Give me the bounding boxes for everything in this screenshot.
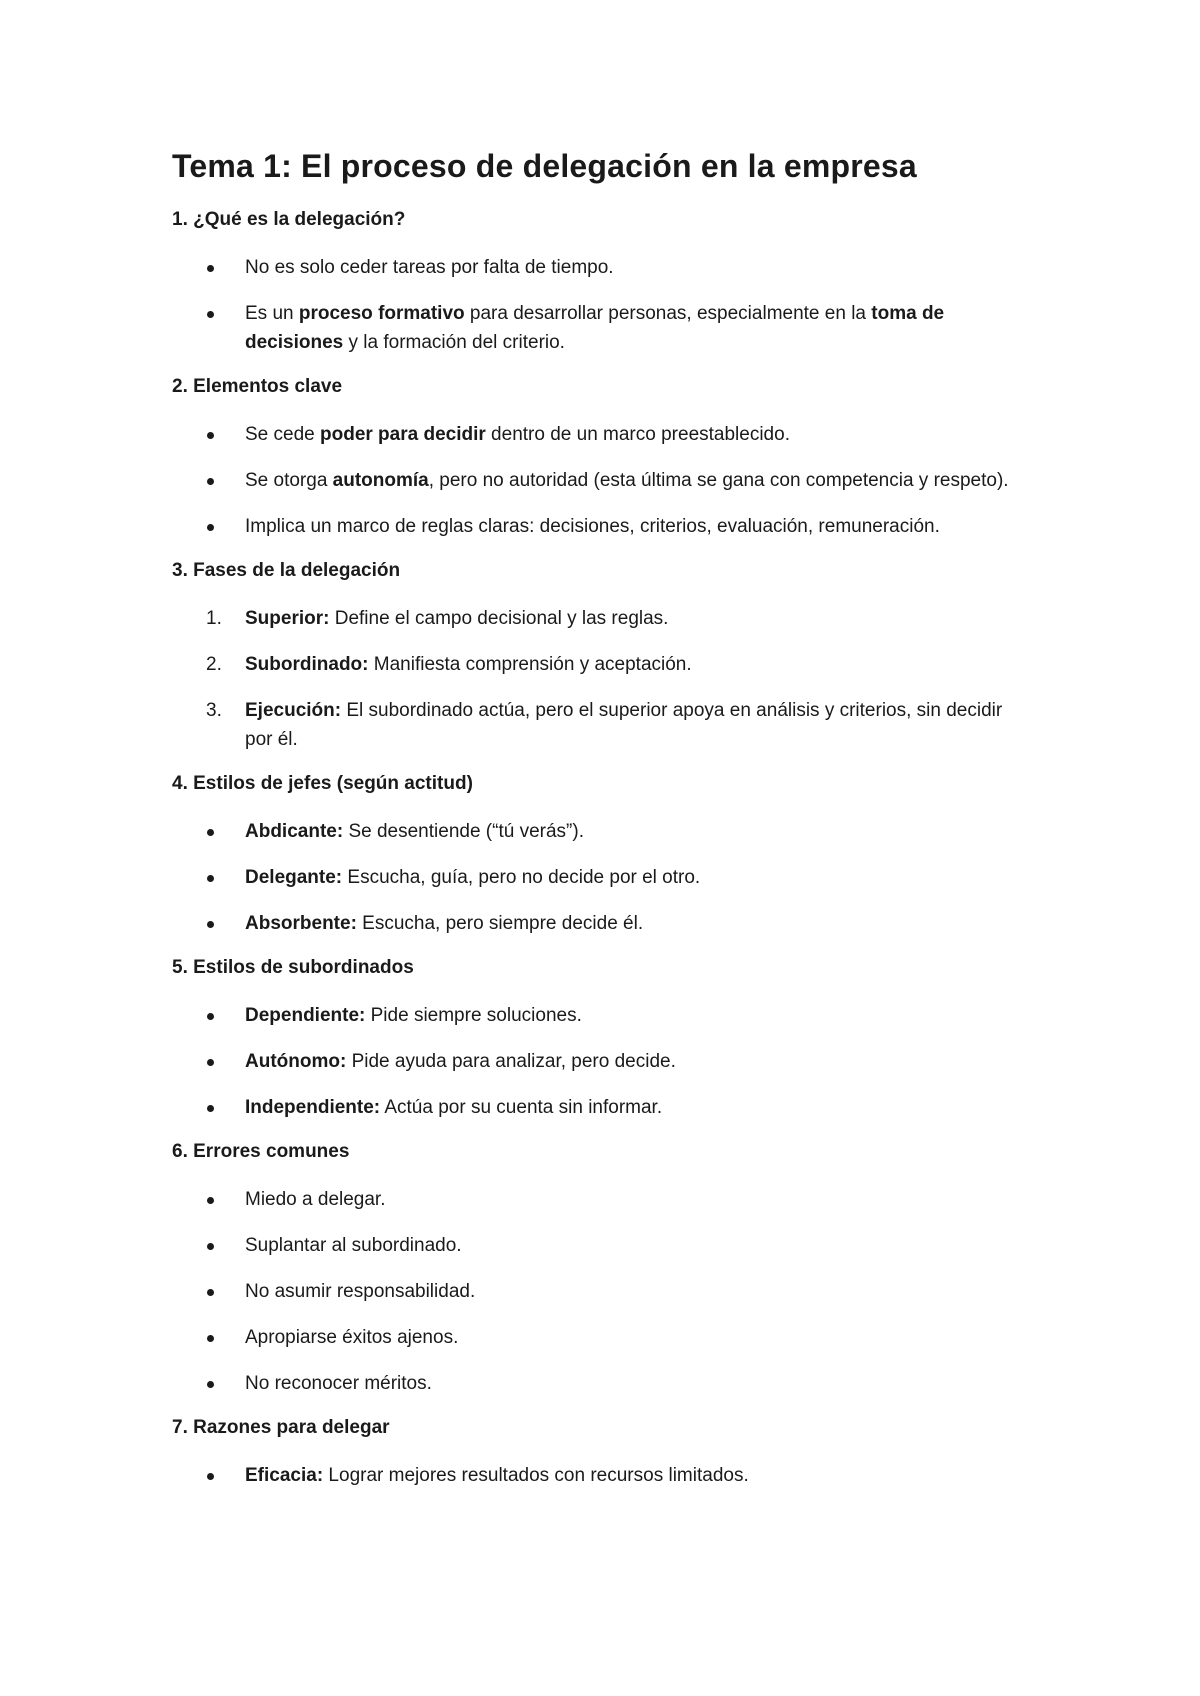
section-heading: 6. Errores comunes bbox=[172, 1141, 350, 1162]
list-item bbox=[172, 650, 1030, 696]
text-run: Pide siempre soluciones. bbox=[365, 1005, 582, 1026]
list-item bbox=[172, 1323, 1030, 1369]
bold-text: Dependiente: bbox=[245, 1005, 366, 1026]
text-run: Implica un marco de reglas claras: decisiones, criterios, evaluación, remuneración. bbox=[245, 516, 940, 537]
bullet-list bbox=[172, 1461, 1030, 1507]
list-item bbox=[172, 512, 1030, 558]
text-run: Apropiarse éxitos ajenos. bbox=[245, 1327, 459, 1348]
list-item bbox=[172, 1231, 1030, 1277]
list-item bbox=[172, 604, 1030, 650]
text-run: No asumir responsabilidad. bbox=[245, 1281, 476, 1302]
list-item bbox=[172, 1093, 1030, 1139]
bullet-icon bbox=[207, 1013, 214, 1020]
list-item bbox=[172, 817, 1030, 863]
text-run: Miedo a delegar. bbox=[245, 1189, 386, 1210]
bullet-icon bbox=[207, 1381, 214, 1388]
bullet-icon bbox=[207, 1335, 214, 1342]
list-item bbox=[172, 1047, 1030, 1093]
section-heading: 1. ¿Qué es la delegación? bbox=[172, 209, 406, 230]
list-item bbox=[172, 909, 1030, 955]
bullet-list bbox=[172, 420, 1030, 558]
text-run: Se desentiende (“tú verás”). bbox=[343, 821, 584, 842]
bullet-icon bbox=[207, 1243, 214, 1250]
bullet-icon bbox=[207, 1197, 214, 1204]
bold-text: toma de decisiones bbox=[245, 303, 945, 353]
bullet-icon bbox=[207, 265, 214, 272]
list-item bbox=[172, 1001, 1030, 1047]
bold-text: poder para decidir bbox=[320, 424, 486, 445]
text-run: Lograr mejores resultados con recursos limitados. bbox=[323, 1465, 749, 1486]
list-item bbox=[172, 253, 1030, 299]
bold-text: Autónomo: bbox=[245, 1051, 347, 1072]
bold-text: Subordinado: bbox=[245, 654, 369, 675]
text-run: para desarrollar personas, especialmente en la bbox=[464, 303, 872, 324]
bullet-icon bbox=[207, 1289, 214, 1296]
list-item bbox=[172, 1277, 1030, 1323]
bullet-icon bbox=[207, 1105, 214, 1112]
step-number: 2. bbox=[206, 654, 222, 675]
bullet-icon bbox=[207, 921, 214, 928]
bullet-list bbox=[172, 1001, 1030, 1139]
text-run: No es solo ceder tareas por falta de tiempo. bbox=[245, 257, 614, 278]
text-run: Actúa por su cuenta sin informar. bbox=[380, 1097, 663, 1118]
list-item bbox=[172, 863, 1030, 909]
bullet-icon bbox=[207, 875, 214, 882]
bullet-list bbox=[172, 817, 1030, 955]
bullet-icon bbox=[207, 829, 214, 836]
text-run: Suplantar al subordinado. bbox=[245, 1235, 462, 1256]
text-run: y la formación del criterio. bbox=[343, 332, 565, 353]
bullet-icon bbox=[207, 478, 214, 485]
bold-text: autonomía bbox=[332, 470, 429, 491]
section-heading: 5. Estilos de subordinados bbox=[172, 957, 414, 978]
bullet-icon bbox=[207, 311, 214, 318]
bold-text: Superior: bbox=[245, 608, 330, 629]
bold-text: Eficacia: bbox=[245, 1465, 324, 1486]
bold-text: Delegante: bbox=[245, 867, 343, 888]
list-item bbox=[172, 420, 1030, 466]
text-run: No reconocer méritos. bbox=[245, 1373, 432, 1394]
section-heading: 7. Razones para delegar bbox=[172, 1417, 390, 1438]
list-item bbox=[172, 1185, 1030, 1231]
text-run: Escucha, pero siempre decide él. bbox=[356, 913, 644, 934]
text-run: Escucha, guía, pero no decide por el otro. bbox=[342, 867, 701, 888]
bullet-list bbox=[172, 253, 1030, 374]
bullet-icon bbox=[207, 524, 214, 531]
text-run: Manifiesta comprensión y aceptación. bbox=[368, 654, 692, 675]
bullet-icon bbox=[207, 1059, 214, 1066]
bold-text: Ejecución: bbox=[245, 700, 342, 721]
bold-text: proceso formativo bbox=[298, 303, 465, 324]
bold-text: Abdicante: bbox=[245, 821, 344, 842]
text-run: Pide ayuda para analizar, pero decide. bbox=[346, 1051, 676, 1072]
list-item bbox=[172, 466, 1030, 512]
list-item bbox=[172, 1461, 1030, 1507]
bullet-icon bbox=[207, 432, 214, 439]
text-run: Define el campo decisional y las reglas. bbox=[329, 608, 669, 629]
bold-text: Independiente: bbox=[245, 1097, 381, 1118]
text-run: Es un bbox=[245, 303, 299, 324]
text-run: , pero no autoridad (esta última se gana con competencia y respeto). bbox=[428, 470, 1009, 491]
text-run: El subordinado actúa, pero el superior apoya en análisis y criterios, sin decidir por él. bbox=[245, 700, 1003, 750]
document-title: Tema 1: El proceso de delegación en la empresa bbox=[172, 148, 917, 184]
bullet-icon bbox=[207, 1473, 214, 1480]
section-heading: 2. Elementos clave bbox=[172, 376, 343, 397]
list-item bbox=[172, 696, 1030, 771]
list-item bbox=[172, 299, 1030, 374]
numbered-list bbox=[172, 604, 1030, 771]
list-item bbox=[172, 1369, 1030, 1415]
text-run: Se otorga bbox=[245, 470, 333, 491]
step-number: 3. bbox=[206, 700, 222, 721]
text-run: dentro de un marco preestablecido. bbox=[485, 424, 790, 445]
document-body bbox=[172, 207, 1030, 1507]
bold-text: Absorbente: bbox=[245, 913, 357, 934]
bullet-list bbox=[172, 1185, 1030, 1415]
section-heading: 4. Estilos de jefes (según actitud) bbox=[172, 773, 473, 794]
section-heading: 3. Fases de la delegación bbox=[172, 560, 401, 581]
step-number: 1. bbox=[206, 608, 222, 629]
text-run: Se cede bbox=[245, 424, 320, 445]
